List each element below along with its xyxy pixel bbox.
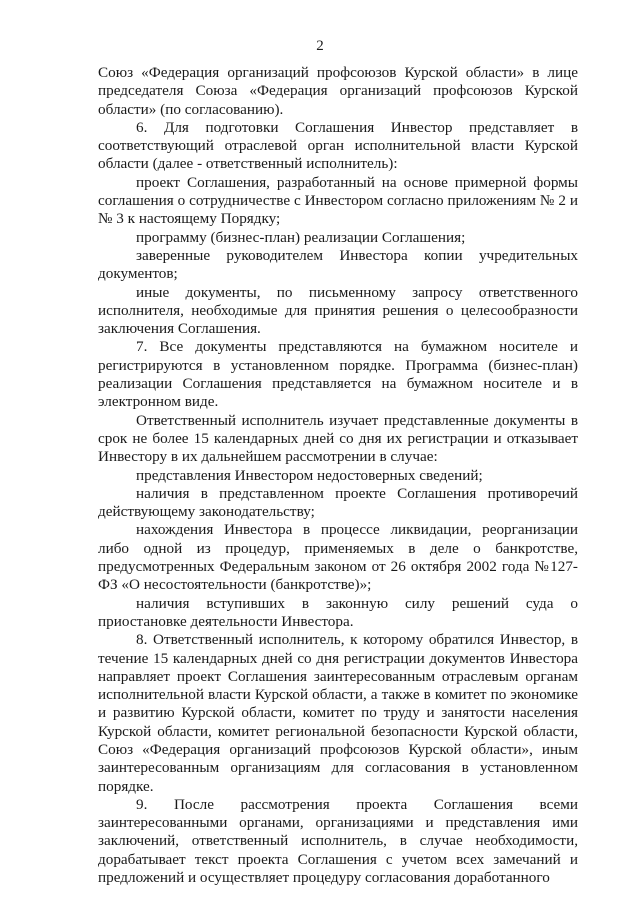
paragraph-11: нахождения Инвестора в процессе ликвидации, реорганизации либо одной из процедур, применяемых в деле о банкротстве, предусмотренных Федеральным законом от 26 октября 2002 года №127-ФЗ «О несостоятельности (банкротстве)»; [98, 521, 578, 594]
paragraph-10: наличия в представленном проекте Соглашения противоречий действующему законодательству; [98, 484, 578, 521]
paragraph-8: Ответственный исполнитель изучает представленные документы в срок не более 15 календарных дней со дня их регистрации и отказывает Инвестору в их дальнейшем рассмотрении в случае: [98, 411, 578, 466]
paragraph-12: наличия вступивших в законную силу решений суда о приостановке деятельности Инвестора. [98, 594, 578, 630]
paragraph-5: заверенные руководителем Инвестора копии учредительных документов; [98, 246, 578, 283]
paragraph-14: 9. После рассмотрения проекта Соглашения всеми заинтересованными органами, организациями и представления ими заключений, ответственный исполнитель, в случае необходимости, дорабатывает текст проекта Соглашения с учетом всех замечаний и предложений и осуществляет процедуру согласования доработанного [98, 795, 578, 887]
paragraph-2: 6. Для подготовки Соглашения Инвестор представляет в соответствующий отраслевой орган исполнительной власти Курской области (далее - ответственный исполнитель): [98, 118, 578, 173]
page-number: 2 [316, 38, 324, 54]
paragraph-7: 7. Все документы представляются на бумажном носителе и регистрируются в установленном порядке. Программа (бизнес-план) реализации Соглашения представляется на бумажном носителе и в электронном виде. [98, 338, 578, 411]
paragraph-13: 8. Ответственный исполнитель, к которому обратился Инвестор, в течение 15 календарных дней со дня регистрации документов Инвестора направляет проект Соглашения заинтересованным отраслевым органам исполнительной власти Курской области, а также в комитет по экономике и развитию Курской области, комитет по труду и занятости населения Курской области, комитет региональной безопасности Курской области, Союз «Федерация организаций профсоюзов Курской области», иным заинтересованным организациям для согласования в установленном порядке. [98, 631, 578, 795]
paragraph-6: иные документы, по письменному запросу ответственного исполнителя, необходимые для принятия решения о целесообразности заключения Соглашения. [98, 283, 578, 338]
paragraph-1: Союз «Федерация организаций профсоюзов Курской области» в лице председателя Союза «Федерация организаций профсоюзов Курской области» (по согласованию). [98, 64, 578, 118]
document-body [98, 64, 578, 887]
paragraph-3: проект Соглашения, разработанный на основе примерной формы соглашения о сотрудничестве с Инвестором согласно приложениям № 2 и № 3 к настоящему Порядку; [98, 173, 578, 228]
paragraph-9: представления Инвестором недостоверных сведений; [136, 466, 483, 484]
paragraph-4: программу (бизнес-план) реализации Соглашения; [136, 228, 466, 246]
